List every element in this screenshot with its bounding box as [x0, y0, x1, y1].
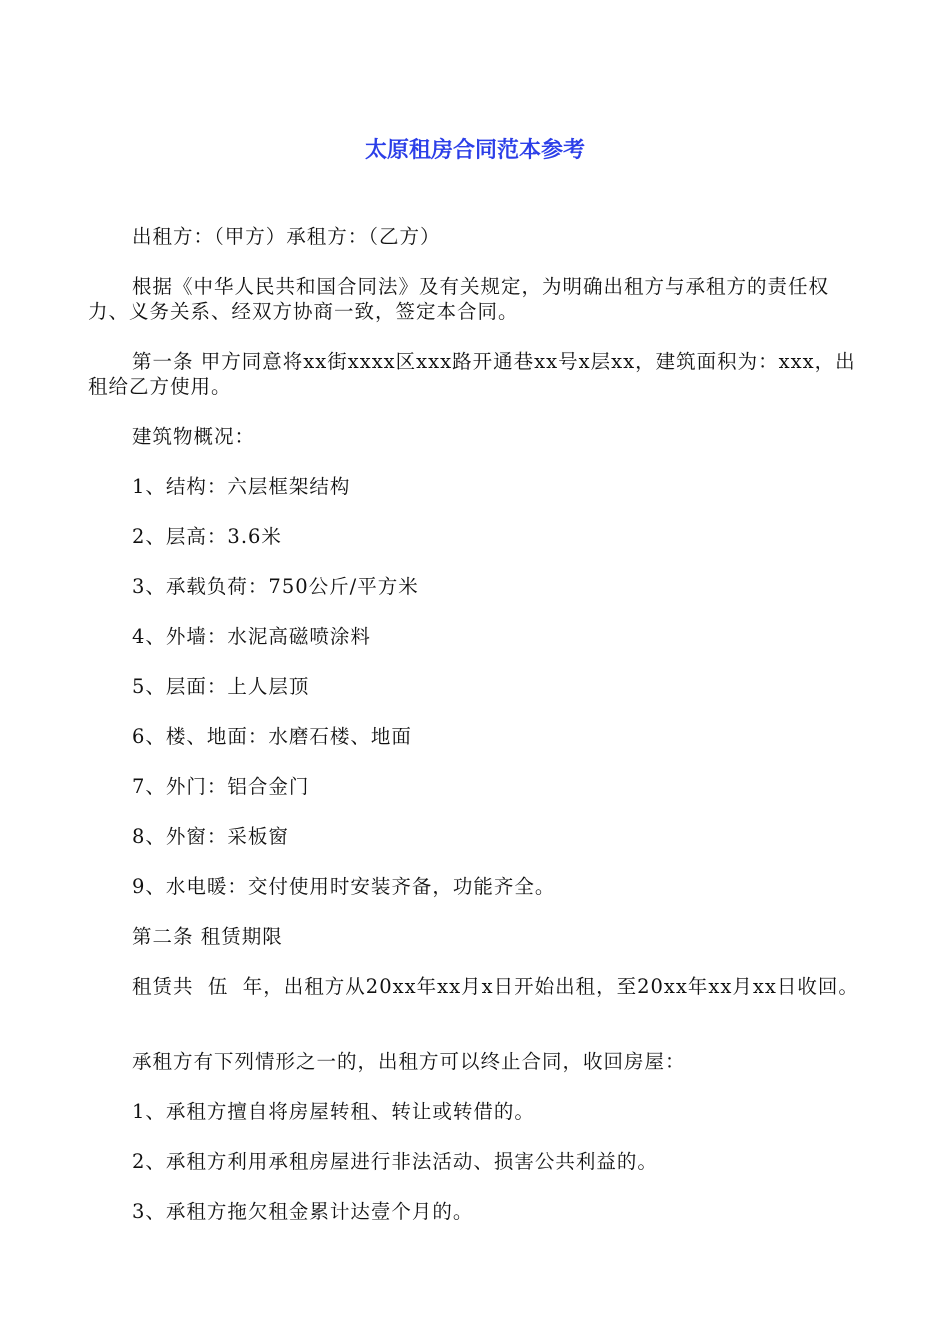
- paragraph-termination-conditions: 承租方有下列情形之一的，出租方可以终止合同，收回房屋：: [132, 1050, 686, 1073]
- list-item-exterior-door: 7、外门：铝合金门: [132, 775, 310, 798]
- document-title: 太原租房合同范本参考: [364, 138, 585, 163]
- list-item-illegal-activity: 2、承租方利用承租房屋进行非法活动、损害公共利益的。: [132, 1150, 658, 1173]
- list-item-exterior-window: 8、外窗：采板窗: [132, 825, 289, 848]
- list-item-structure: 1、结构：六层框架结构: [132, 475, 351, 498]
- list-item-sublet: 1、承租方擅自将房屋转租、转让或转借的。: [132, 1100, 535, 1123]
- list-item-utilities: 9、水电暖：交付使用时安装齐备，功能齐全。: [132, 875, 556, 898]
- list-item-rent-arrears: 3、承租方拖欠租金累计达壹个月的。: [132, 1200, 474, 1223]
- paragraph-article-1: 第一条 甲方同意将xx街xxxx区xxx路开通巷xx号x层xx，建筑面积为：xxx，出租给乙方使用。: [88, 350, 856, 398]
- paragraph-lease-term: 租赁共 伍 年，出租方从20xx年xx月x日开始出租，至20xx年xx月xx日收回。: [132, 975, 859, 998]
- list-item-roof: 5、层面：上人层顶: [132, 675, 310, 698]
- paragraph-preamble: 根据《中华人民共和国合同法》及有关规定，为明确出租方与承租方的责任权力、义务关系、经双方协商一致，签定本合同。: [88, 275, 830, 323]
- paragraph-building-overview: 建筑物概况：: [132, 425, 256, 448]
- list-item-load: 3、承载负荷：750公斤/平方米: [132, 575, 419, 598]
- paragraph-parties: 出租方：（甲方）承租方：（乙方）: [132, 225, 441, 248]
- list-item-exterior-wall: 4、外墙：水泥高磁喷涂料: [132, 625, 371, 648]
- paragraph-article-2-heading: 第二条 租赁期限: [132, 925, 283, 948]
- list-item-floors: 6、楼、地面：水磨石楼、地面: [132, 725, 412, 748]
- list-item-floor-height: 2、层高：3.6米: [132, 525, 282, 548]
